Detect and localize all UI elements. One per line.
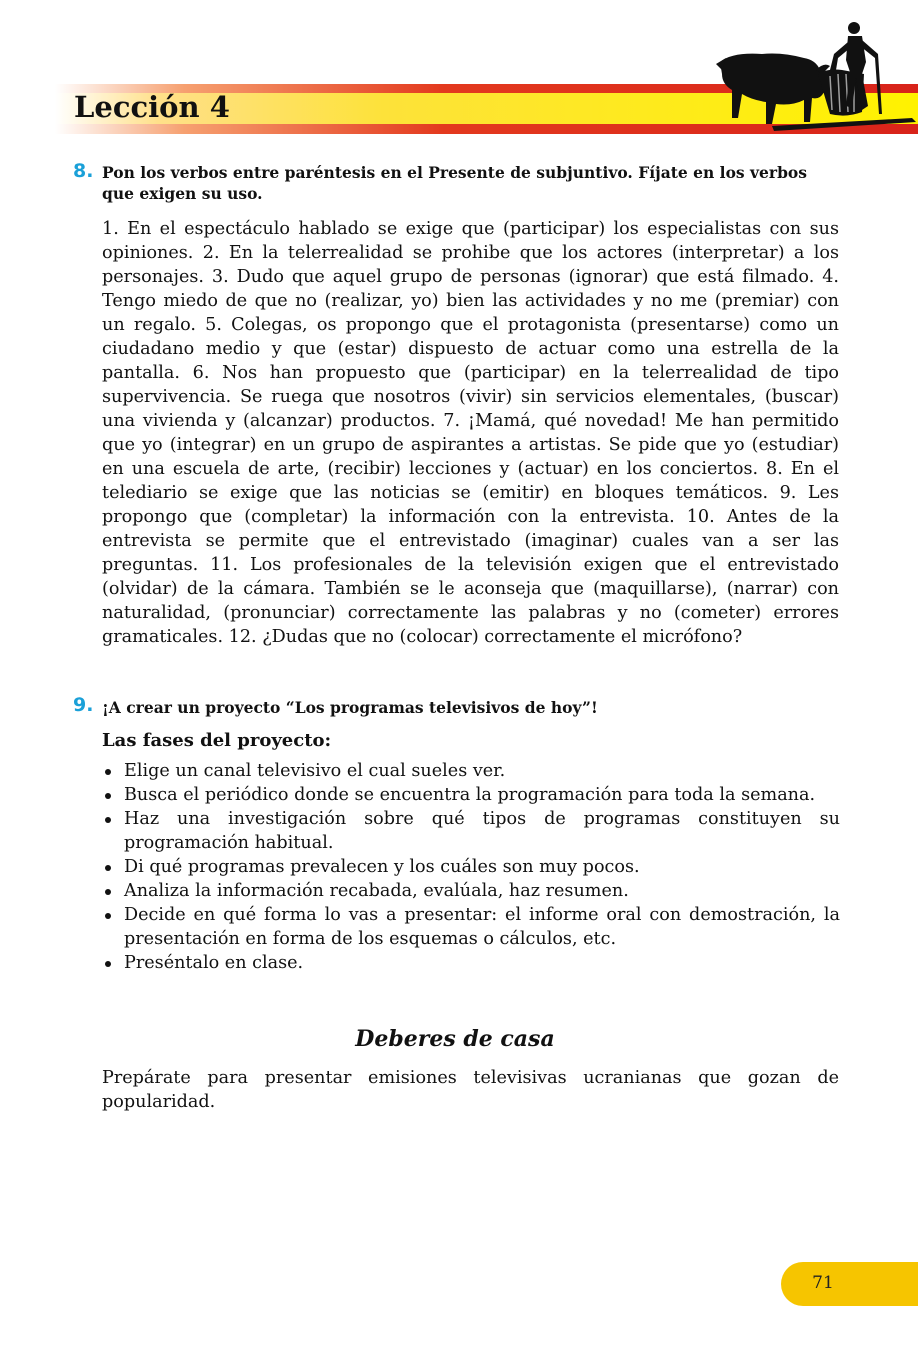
exercise-8-instruction: Pon los verbos entre paréntesis en el Presente de subjuntivo. Fíjate en los verbos que exigen su uso. xyxy=(102,163,807,203)
lesson-title: Lección 4 xyxy=(74,90,230,124)
exercise-8-text: 1. En el espectáculo hablado se exige que (participar) los especialistas con sus opiniones. 2. En la telerrealidad se prohibe que los actores (interpretar) a los personajes. 3. Dudo que aquel grupo de personas (ignorar) que está filmado. 4. Tengo miedo de que no (realizar, yo) bien las actividades y no me (premiar) con un regalo. 5. Colegas, os propongo que el protagonista (presentarse) como un ciudadano medio y que (estar) dispuesto de actuar como una estrella de la pantalla. 6. Nos han propuesto que (participar) en la telerrealidad de tipo supervivencia. Se ruega que nosotros (vivir) sin servicios elementales, (buscar) una vivienda y (alcanzar) productos. 7. ¡Mamá, qué novedad! Me han permitido que yo (integrar) en un grupo de aspirantes a artistas. Se pide que yo (estudiar) en una escuela de arte, (recibir) lecciones y (actuar) en los conciertos. 8. En el telediario se exige que las noticias se (emitir) en bloques temáticos. 9. Les propongo que (completar) la información con la entrevista. 10. Antes de la entrevista se permite que el entrevistado (imaginar) cuales van a ser las preguntas. 11. Los profesionales de la televisión exigen que el entrevistado (olvidar) de la cámara. También se le aconseja que (maquillarse), (narrar) con naturalidad, (pronunciar) correctamente las palabras y no (cometer) errores gramaticales. 12. ¿Dudas que no (colocar) correctamente el micrófono? xyxy=(102,219,839,647)
exercise-9-instruction: ¡A crear un proyecto “Los programas televisivos de hoy”! xyxy=(102,698,598,717)
exercise-8-number: 8. xyxy=(73,160,94,182)
list-item: Analiza la información recabada, evalúala, haz resumen. xyxy=(102,879,840,903)
list-item: Elige un canal televisivo el cual sueles ver. xyxy=(102,759,840,783)
exercise-9-number: 9. xyxy=(73,694,94,716)
page-number: 71 xyxy=(812,1273,834,1293)
page-number-tab xyxy=(781,1262,918,1306)
list-item: Haz una investigación sobre qué tipos de programas constituyen su programación habitual. xyxy=(102,807,840,855)
phases-title: Las fases del proyecto: xyxy=(102,730,332,751)
list-item: Decide en qué forma lo vas a presentar: el informe oral con demostración, la presentación en forma de los esquemas o cálculos, etc. xyxy=(102,903,840,951)
bullfighter-logo-icon xyxy=(712,14,918,134)
list-item: Busca el periódico donde se encuentra la programación para toda la semana. xyxy=(102,783,840,807)
phases-list xyxy=(102,759,840,975)
list-item: Preséntalo en clase. xyxy=(102,951,840,975)
homework-text: Prepárate para presentar emisiones televisivas ucranianas que gozan de popularidad. xyxy=(102,1068,839,1112)
list-item: Di qué programas prevalecen y los cuáles son muy pocos. xyxy=(102,855,840,879)
homework-title: Deberes de casa xyxy=(355,1026,555,1052)
